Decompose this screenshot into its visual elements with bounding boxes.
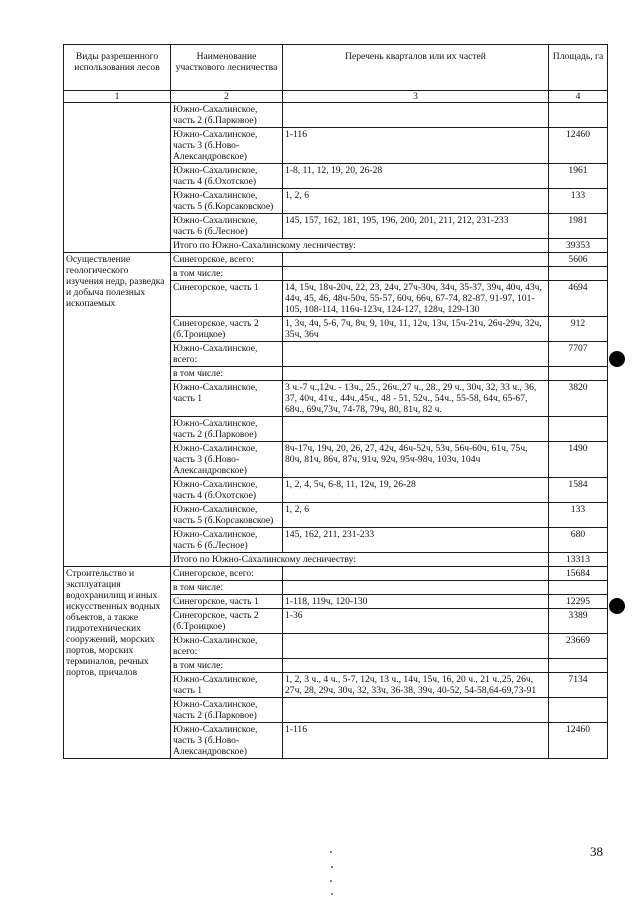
forestry-name-cell: в том числе:	[171, 367, 283, 381]
area-cell	[549, 659, 608, 673]
quarters-list-cell: 1, 2, 4, 5ч, 6-8, 11, 12ч, 19, 26-28	[283, 478, 549, 503]
table-row	[64, 567, 608, 581]
area-cell: 4694	[549, 281, 608, 317]
forestry-name-cell: в том числе:	[171, 581, 283, 595]
column-number: 4	[549, 91, 608, 103]
quarters-list-cell: 1, 3ч, 4ч, 5-6, 7ч, 8ч, 9, 10ч, 11, 12ч, 13ч, 15ч-21ч, 26ч-29ч, 32ч, 35ч, 36ч	[283, 317, 549, 342]
forestry-name-cell: Синегорское, часть 1	[171, 595, 283, 609]
forestry-name-cell: Южно-Сахалинское, часть 2 (б.Парковое)	[171, 103, 283, 128]
table-row	[64, 253, 608, 267]
quarters-list-cell: 145, 162, 211, 231-233	[283, 528, 549, 553]
forestry-name-cell: в том числе:	[171, 659, 283, 673]
quarters-list-cell: 8ч-17ч, 19ч, 20, 26, 27, 42ч, 46ч-52ч, 53ч, 56ч-60ч, 61ч, 75ч, 80ч, 81ч, 86ч, 87ч, 91ч, 92ч, 95ч-98ч, 103ч, 104ч	[283, 442, 549, 478]
quarters-list-cell	[283, 342, 549, 367]
total-label-cell: Итого по Южно-Сахалинскому лесничеству:	[171, 239, 549, 253]
forestry-name-cell: Синегорское, часть 2 (б.Троицкое)	[171, 317, 283, 342]
quarters-list-cell	[283, 267, 549, 281]
forestry-name-cell: Синегорское, всего:	[171, 253, 283, 267]
punch-hole	[609, 351, 625, 367]
forestry-name-cell: Южно-Сахалинское, часть 4 (б.Охотское)	[171, 478, 283, 503]
column-number: 2	[171, 91, 283, 103]
scan-speck	[330, 851, 332, 853]
area-cell	[549, 103, 608, 128]
quarters-list-cell	[283, 659, 549, 673]
area-cell	[549, 581, 608, 595]
area-cell: 7707	[549, 342, 608, 367]
scan-speck	[331, 893, 333, 895]
forestry-name-cell: Южно-Сахалинское, всего:	[171, 634, 283, 659]
area-cell: 1584	[549, 478, 608, 503]
forestry-name-cell: Южно-Сахалинское, всего:	[171, 342, 283, 367]
quarters-list-cell: 1-8, 11, 12, 19, 20, 26-28	[283, 164, 549, 189]
area-cell: 1961	[549, 164, 608, 189]
forestry-name-cell: Южно-Сахалинское, часть 2 (б.Парковое)	[171, 417, 283, 442]
forestry-name-cell: Синегорское, всего:	[171, 567, 283, 581]
total-label-cell: Итого по Южно-Сахалинскому лесничеству:	[171, 553, 549, 567]
quarters-list-cell: 1, 2, 6	[283, 189, 549, 214]
header-area: Площадь, га	[549, 45, 608, 91]
scan-speck	[330, 880, 332, 882]
forest-use-table	[63, 44, 608, 759]
area-cell: 1981	[549, 214, 608, 239]
quarters-list-cell	[283, 581, 549, 595]
quarters-list-cell: 1, 2, 6	[283, 503, 549, 528]
forestry-name-cell: Южно-Сахалинское, часть 4 (б.Охотское)	[171, 164, 283, 189]
quarters-list-cell: 1-116	[283, 128, 549, 164]
table-body	[64, 103, 608, 759]
forestry-name-cell: Южно-Сахалинское, часть 3 (б.Ново-Александровское)	[171, 442, 283, 478]
area-cell: 1490	[549, 442, 608, 478]
quarters-list-cell: 3 ч.-7 ч.,12ч. - 13ч., 25., 26ч.,27 ч., 28., 29 ч., 30ч, 32, 33 ч., 36, 37, 40ч, 41ч., 44ч.,45ч., 48 - 51, 52ч., 54ч., 55-58, 64ч, 65-67, 68ч., 69ч,73ч, 74-78, 79ч, 80, 81ч, 82 ч.	[283, 381, 549, 417]
use-type-cell: Строительство и эксплуатация водохранилищ и иных искусственных водных объектов, а также гидротехнических сооружений, морских портов, морских терминалов, речных портов, причалов	[64, 567, 171, 759]
quarters-list-cell	[283, 367, 549, 381]
quarters-list-cell	[283, 634, 549, 659]
forestry-name-cell: Южно-Сахалинское, часть 6 (б.Лесное)	[171, 214, 283, 239]
area-cell: 15684	[549, 567, 608, 581]
forestry-name-cell: Синегорское, часть 1	[171, 281, 283, 317]
area-cell: 133	[549, 503, 608, 528]
header-quarters-list: Перечень кварталов или их частей	[283, 45, 549, 91]
scan-speck	[331, 866, 333, 868]
area-cell: 3389	[549, 609, 608, 634]
area-cell: 12295	[549, 595, 608, 609]
forestry-name-cell: Южно-Сахалинское, часть 2 (б.Парковое)	[171, 698, 283, 723]
quarters-list-cell: 1, 2, 3 ч., 4 ч., 5-7, 12ч, 13 ч., 14ч, 15ч, 16, 20 ч., 21 ч.,25, 26ч, 27ч, 28, 29ч, 30ч, 32, 33ч, 36-38, 39ч, 40-52, 54-58,64-69,73-91	[283, 673, 549, 698]
area-cell	[549, 698, 608, 723]
quarters-list-cell: 1-36	[283, 609, 549, 634]
forestry-name-cell: Синегорское, часть 2 (б.Троицкое)	[171, 609, 283, 634]
total-area-cell: 39353	[549, 239, 608, 253]
area-cell: 12460	[549, 128, 608, 164]
forestry-name-cell: Южно-Сахалинское, часть 1	[171, 673, 283, 698]
quarters-list-cell	[283, 103, 549, 128]
forestry-name-cell: в том числе:	[171, 267, 283, 281]
column-number: 1	[64, 91, 171, 103]
area-cell	[549, 367, 608, 381]
quarters-list-cell: 1-118, 119ч, 120-130	[283, 595, 549, 609]
header-row	[64, 45, 608, 91]
area-cell	[549, 417, 608, 442]
forestry-name-cell: Южно-Сахалинское, часть 3 (б.Ново-Александровское)	[171, 723, 283, 759]
forestry-name-cell: Южно-Сахалинское, часть 5 (б.Корсаковское)	[171, 503, 283, 528]
quarters-list-cell: 145, 157, 162, 181, 195, 196, 200, 201, 211, 212, 231-233	[283, 214, 549, 239]
column-number-row	[64, 91, 608, 103]
table-row	[64, 103, 608, 128]
area-cell	[549, 267, 608, 281]
area-cell: 7134	[549, 673, 608, 698]
forestry-name-cell: Южно-Сахалинское, часть 1	[171, 381, 283, 417]
quarters-list-cell	[283, 567, 549, 581]
quarters-list-cell	[283, 698, 549, 723]
page-number: 38	[590, 844, 603, 859]
use-type-cell: Осуществление геологического изучения недр, разведка и добыча полезных ископаемых	[64, 253, 171, 567]
area-cell: 912	[549, 317, 608, 342]
area-cell: 3820	[549, 381, 608, 417]
quarters-list-cell: 1-116	[283, 723, 549, 759]
total-area-cell: 13313	[549, 553, 608, 567]
forestry-name-cell: Южно-Сахалинское, часть 6 (б.Лесное)	[171, 528, 283, 553]
area-cell: 133	[549, 189, 608, 214]
punch-hole	[609, 598, 625, 614]
area-cell: 12460	[549, 723, 608, 759]
quarters-list-cell	[283, 253, 549, 267]
header-use-type: Виды разрешенного использования лесов	[64, 45, 171, 91]
forestry-name-cell: Южно-Сахалинское, часть 5 (б.Корсаковское)	[171, 189, 283, 214]
header-forestry-name: Наименование участкового лесничества	[171, 45, 283, 91]
quarters-list-cell: 14, 15ч, 18ч-20ч, 22, 23, 24ч, 27ч-30ч, 34ч, 35-37, 39ч, 40ч, 43ч, 44ч, 45, 46, 48ч-50ч, 55-57, 60ч, 66ч, 67-74, 82-87, 91-97, 101-105, 108-114, 116ч-123ч, 124-127, 128ч, 129-130	[283, 281, 549, 317]
use-type-cell	[64, 103, 171, 253]
area-cell: 5606	[549, 253, 608, 267]
area-cell: 23669	[549, 634, 608, 659]
area-cell: 680	[549, 528, 608, 553]
quarters-list-cell	[283, 417, 549, 442]
column-number: 3	[283, 91, 549, 103]
forestry-name-cell: Южно-Сахалинское, часть 3 (б.Ново-Александровское)	[171, 128, 283, 164]
